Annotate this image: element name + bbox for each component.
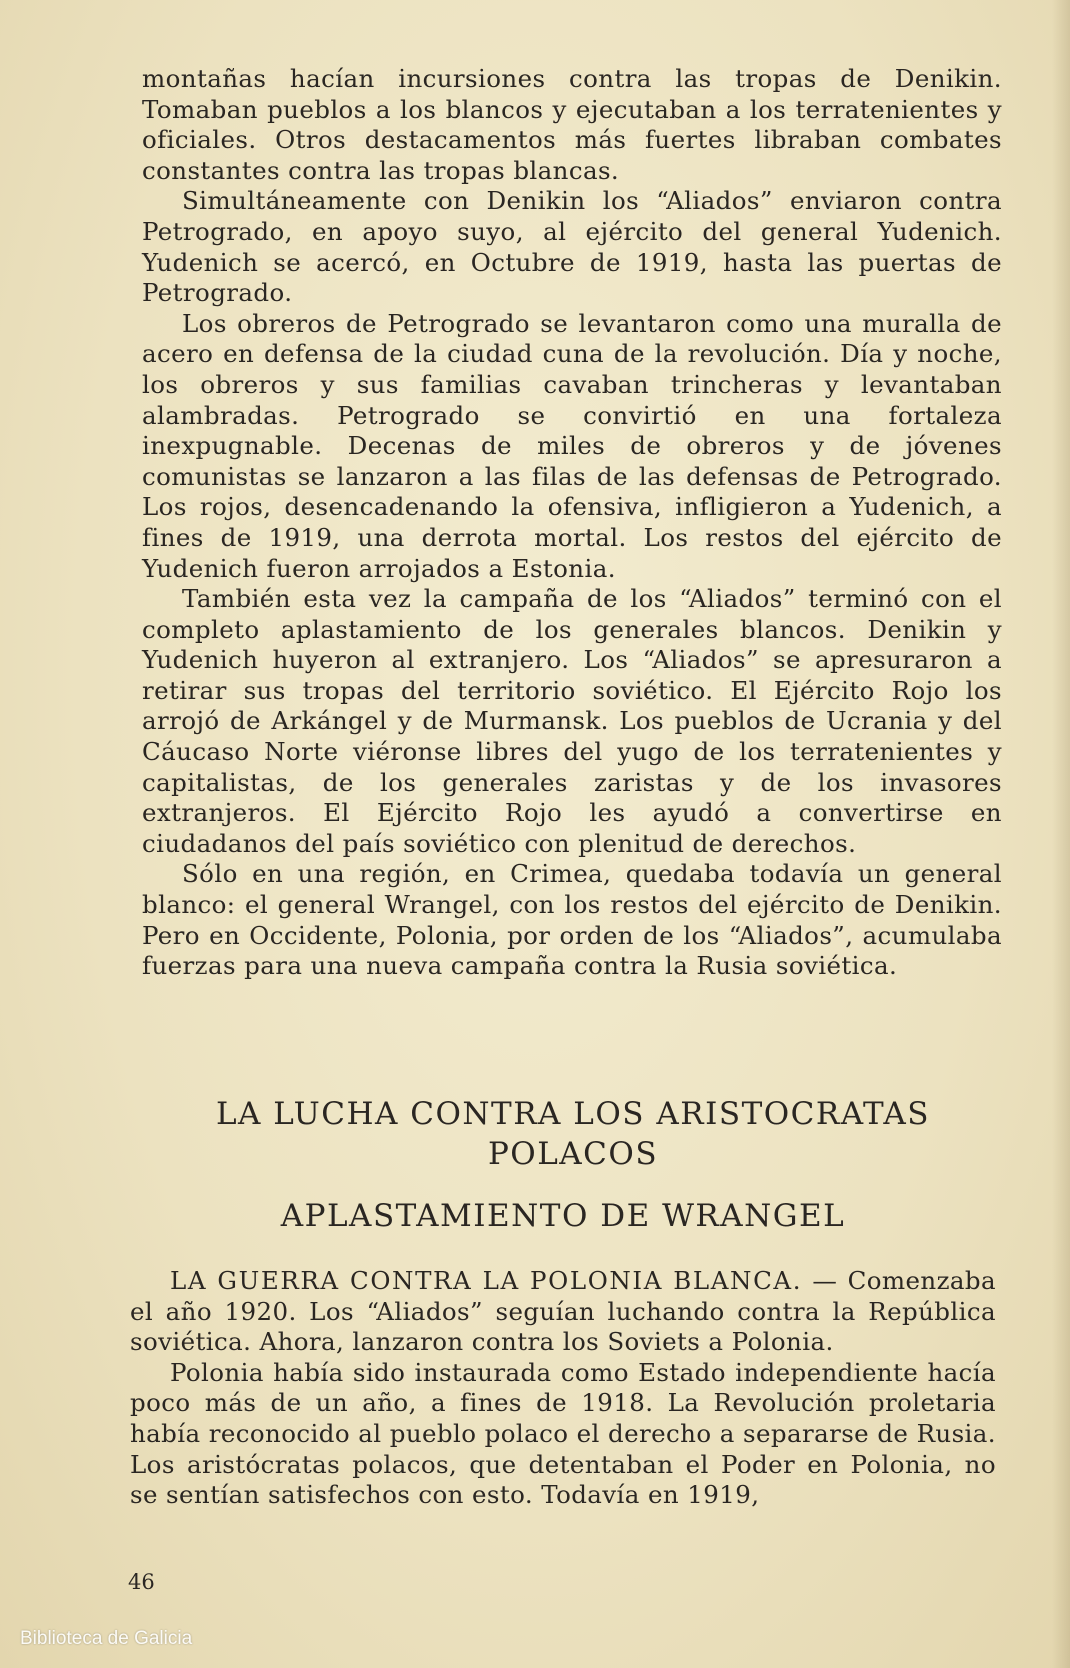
- chapter-heading: [130, 1094, 1006, 1174]
- paragraph-1: montañas hacían incursiones contra las tropas de Denikin. Tomaban pueblos a los blancos y ejecutaban a los terratenientes y oficiales. Otros destacamentos más fuertes libraban combates constantes contra las tropas blancas.: [142, 64, 1002, 185]
- body-text-bottom: [130, 1266, 996, 1511]
- paragraph-6-text: Comenzaba el año 1920. Los “Aliados” seguían luchando contra la República soviética. Ahora, lanzaron contra los Soviets a Polonia.: [130, 1266, 996, 1357]
- chapter-heading-line-2: POLACOS: [487, 1136, 659, 1172]
- paragraph-5: Sólo en una región, en Crimea, quedaba todavía un general blanco: el general Wrangel, con los restos del ejército de Denikin. Pero en Occidente, Polonia, por orden de los “Aliados”, acumulaba fuerzas para una nueva campaña contra la Rusia soviética.: [142, 859, 1002, 981]
- paragraph-6: [130, 1266, 996, 1358]
- library-watermark: Biblioteca de Galicia: [20, 1628, 193, 1649]
- paragraph-4: También esta vez la campaña de los “Aliados” terminó con el completo aplastamiento de los generales blancos. Denikin y Yudenich huyeron al extranjero. Los “Aliados” se apresuraron a retirar sus tropas del territorio soviético. El Ejército Rojo los arrojó de Arkángel y de Murmansk. Los pueblos de Ucrania y del Cáucaso Norte viéronse libres del yugo de los terratenientes y capitalistas, de los generales zaristas y de los invasores extranjeros. El Ejército Rojo les ayudó a convertirse en ciudadanos del país soviético con plenitud de derechos.: [142, 584, 1002, 858]
- paragraph-3: Los obreros de Petrogrado se levantaron como una muralla de acero en defensa de la ciudad cuna de la revolución. Día y noche, los obreros y sus familias cavaban trincheras y levantaban alambradas. Petrogrado se convirtió en una fortaleza inexpugnable. Decenas de miles de obreros y de jóvenes comunistas se lanzaron a las filas de las defensas de Petrogrado. Los rojos, desencadenando la ofensiva, infligieron a Yudenich, a fines de 1919, una derrota mortal. Los restos del ejército de Yudenich fueron arrojados a Estonia.: [142, 308, 1002, 583]
- chapter-subheading: APLASTAMIENTO DE WRANGEL: [280, 1198, 846, 1234]
- chapter-heading-line-1: LA LUCHA CONTRA LOS ARISTOCRATAS: [215, 1096, 931, 1132]
- paragraph-7: Polonia había sido instaurada como Estado independiente hacía poco más de un año, a fines de 1918. La Revolución proletaria había reconocido al pueblo polaco el derecho a separarse de Rusia. Los aristócratas polacos, que detentaban el Poder en Polonia, no se sentían satisfechos con esto. Todavía en 1919,: [130, 1357, 996, 1510]
- body-text-top: [142, 64, 1002, 982]
- page-edge-shadow: [1052, 0, 1070, 1668]
- section-lead: LA GUERRA CONTRA LA POLONIA BLANCA. —: [170, 1266, 839, 1295]
- paragraph-2: Simultáneamente con Denikin los “Aliados” enviaron contra Petrogrado, en apoyo suyo, al ejército del general Yudenich. Yudenich se acercó, en Octubre de 1919, hasta las puertas de Petrogrado.: [142, 186, 1002, 308]
- page-number: 46: [128, 1570, 155, 1594]
